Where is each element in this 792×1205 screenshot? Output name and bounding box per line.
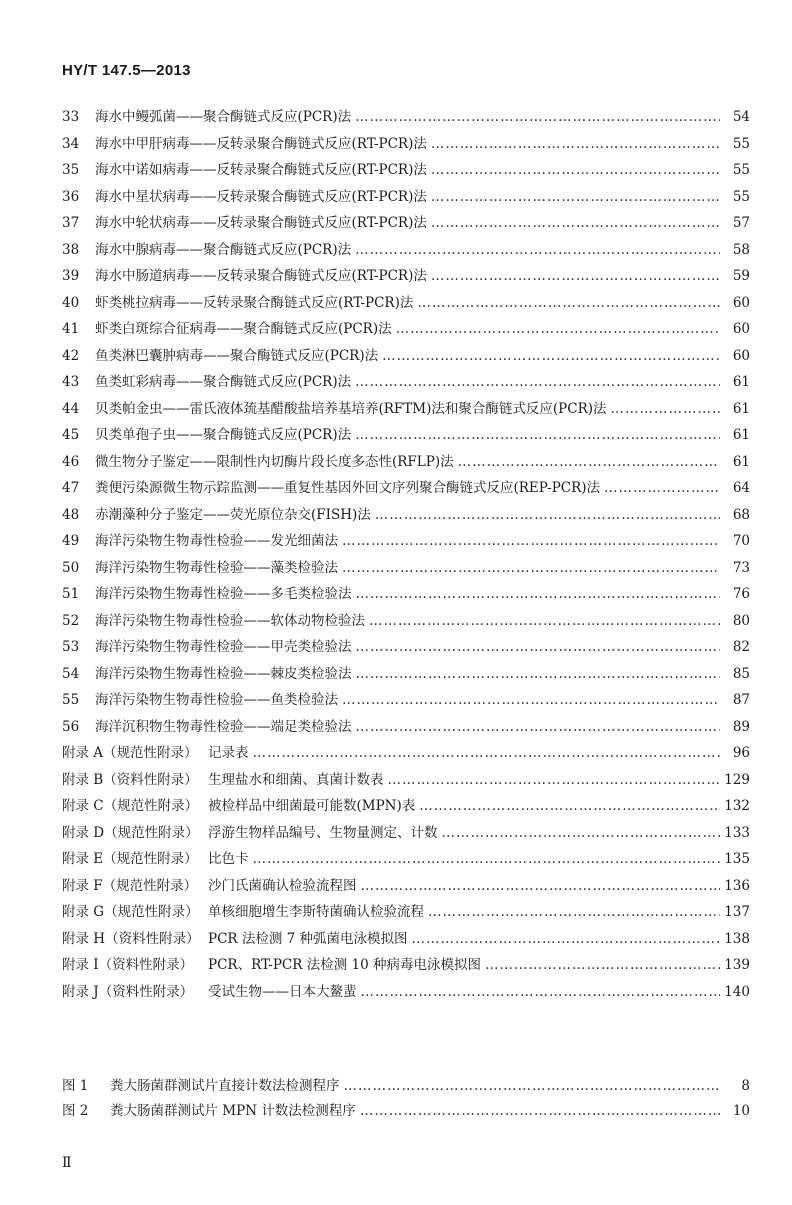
toc-entry[interactable] [62,449,750,476]
dot-leader [361,873,721,900]
toc-entry-page: 61 [732,400,750,417]
toc-entry[interactable] [62,263,750,290]
toc-entry-title: 微生物分子鉴定——限制性内切酶片段长度多态性(RFLP)法 [95,453,454,470]
dot-leader [361,979,721,1006]
dot-leader [342,687,720,714]
appendix-entry[interactable] [62,820,750,847]
figure-entry[interactable] [62,1099,750,1124]
dot-leader [355,237,720,264]
toc-entry-title: 海洋污染物生物毒性检验——棘皮类检验法 [95,665,352,682]
dot-leader [382,343,720,370]
appendix-entry-label: 附录 I（资料性附录） [62,957,194,973]
dot-leader [360,1099,720,1124]
toc-entry-page: 60 [732,294,750,311]
appendix-entry[interactable] [62,899,750,926]
toc-entry-title: 贝类帕金虫——雷氏液体巯基醋酸盐培养基培养(RFTM)法和聚合酶链式反应(PCR)法 [95,400,607,417]
toc-entry[interactable] [62,184,750,211]
toc-entry-title: 海水中甲肝病毒——反转录聚合酶链式反应(RT-PCR)法 [95,135,427,152]
toc-entry-title: 虾类桃拉病毒——反转录聚合酶链式反应(RT-PCR)法 [95,294,414,311]
toc-entry-label: 49 [62,533,80,549]
toc-entry-label: 35 [62,162,80,178]
dot-leader [431,131,720,158]
appendix-entry-page: 138 [724,930,750,947]
dot-leader [356,634,721,661]
appendix-entry-title: 浮游生物样品编号、生物量测定、计数 [208,824,438,841]
table-of-contents [62,104,750,1005]
toc-entry[interactable] [62,475,750,502]
standard-code: HY/T 147.5—2013 [62,62,191,79]
toc-entry-title: 贝类单孢子虫——聚合酶链式反应(PCR)法 [95,427,352,443]
appendix-entry-page: 132 [724,798,750,814]
appendix-entry-label: 附录 H（资料性附录） [62,930,200,947]
toc-entry-page: 70 [732,533,750,549]
appendix-entry[interactable] [62,926,750,953]
dot-leader [253,846,721,873]
toc-entry-title: 海水中腺病毒——聚合酶链式反应(PCR)法 [95,241,352,258]
toc-entry-page: 55 [732,135,750,152]
toc-entry-label: 41 [62,321,80,337]
dot-leader [375,502,720,529]
toc-entry-page: 89 [732,718,750,735]
dot-leader [442,820,721,847]
toc-entry-title: 海洋污染物生物毒性检验——藻类检验法 [95,559,338,576]
dot-leader [458,449,720,476]
dot-leader [342,528,720,555]
toc-entry[interactable] [62,634,750,661]
dot-leader [342,555,720,582]
toc-entry-page: 80 [732,612,750,629]
toc-entry-page: 60 [732,347,750,364]
toc-entry[interactable] [62,396,750,423]
toc-entry-label: 50 [62,559,80,576]
toc-entry-label: 38 [62,241,80,258]
dot-leader [356,714,721,741]
appendix-entry-title: 记录表 [208,745,249,761]
appendix-entry-page: 96 [732,745,750,761]
toc-entry-page: 57 [732,215,750,231]
toc-entry-label: 55 [62,692,80,708]
toc-entry-label: 51 [62,586,80,602]
appendix-entry-title: 单核细胞增生李斯特菌确认检验流程 [208,904,424,920]
appendix-entry-label: 附录 B（资料性附录） [62,771,198,788]
toc-entry-title: 鱼类淋巴囊肿病毒——聚合酶链式反应(PCR)法 [95,347,379,364]
figure-entry-title: 粪大肠菌群测试片 MPN 计数法检测程序 [110,1103,356,1119]
toc-entry-label: 37 [62,215,80,231]
toc-entry[interactable] [62,316,750,343]
toc-entry-label: 33 [62,109,80,125]
toc-entry[interactable] [62,714,750,741]
toc-entry-title: 海洋污染物生物毒性检验——软体动物检验法 [95,612,365,629]
dot-leader [428,899,720,926]
toc-entry-label: 34 [62,135,80,152]
toc-entry[interactable] [62,210,750,237]
appendix-entry-title: 比色卡 [208,851,249,867]
toc-entry[interactable] [62,422,750,449]
dot-leader [431,210,720,237]
toc-entry-page: 68 [732,506,750,523]
dot-leader [356,581,721,608]
toc-entry-title: 海洋污染物生物毒性检验——甲壳类检验法 [95,639,352,655]
appendix-entry-title: PCR 法检测 7 种弧菌电泳模拟图 [208,930,408,947]
dot-leader [604,475,720,502]
figure-entry-page: 10 [732,1103,750,1119]
dot-leader [485,952,720,979]
toc-entry-label: 48 [62,506,80,523]
toc-entry-page: 55 [732,188,750,205]
toc-entry[interactable] [62,581,750,608]
toc-entry-title: 海洋污染物生物毒性检验——发光细菌法 [95,533,338,549]
toc-entry[interactable] [62,661,750,688]
toc-entry[interactable] [62,104,750,131]
toc-entry-label: 42 [62,347,80,364]
toc-entry-page: 82 [732,639,750,655]
figure-entry-label: 图 1 [62,1078,89,1094]
dot-leader [417,290,720,317]
dot-leader [396,316,720,343]
dot-leader [412,926,720,953]
toc-entry-page: 87 [732,692,750,708]
appendix-entry-label: 附录 D（规范性附录） [62,824,199,841]
appendix-entry-label: 附录 C（规范性附录） [62,798,199,814]
toc-entry-page: 58 [732,241,750,258]
toc-entry[interactable] [62,369,750,396]
toc-entry-label: 47 [62,480,80,496]
toc-entry-title: 海水中星状病毒——反转录聚合酶链式反应(RT-PCR)法 [95,188,427,205]
toc-entry-title: 海水中轮状病毒——反转录聚合酶链式反应(RT-PCR)法 [95,215,427,231]
toc-entry-page: 61 [732,427,750,443]
figure-entry[interactable] [62,1074,750,1099]
dot-leader [355,422,720,449]
figure-entry-title: 粪大肠菌群测试片直接计数法检测程序 [110,1078,340,1094]
dot-leader [356,661,721,688]
toc-entry-page: 85 [732,665,750,682]
appendix-entry-label: 附录 E（规范性附录） [62,851,198,867]
dot-leader [431,184,720,211]
dot-leader [355,369,720,396]
toc-entry[interactable] [62,528,750,555]
toc-entry[interactable] [62,131,750,158]
toc-entry-page: 76 [732,586,750,602]
appendix-entry-label: 附录 J（资料性附录） [62,983,194,1000]
appendix-entry-page: 137 [724,904,750,920]
toc-entry-title: 海洋污染物生物毒性检验——多毛类检验法 [95,586,352,602]
appendix-entry-page: 135 [724,851,750,867]
toc-entry[interactable] [62,555,750,582]
dot-leader [253,740,721,767]
appendix-entry-title: 被检样品中细菌最可能数(MPN)表 [208,798,416,814]
toc-entry-label: 52 [62,612,80,629]
appendix-entry[interactable] [62,846,750,873]
toc-entry[interactable] [62,343,750,370]
toc-entry-title: 鱼类虹彩病毒——聚合酶链式反应(PCR)法 [95,374,352,390]
toc-entry-label: 44 [62,400,80,417]
figure-list [62,1074,750,1124]
appendix-entry-label: 附录 F（规范性附录） [62,877,198,894]
appendix-entry-title: 生理盐水和细菌、真菌计数表 [208,771,384,788]
toc-entry[interactable] [62,157,750,184]
toc-entry-page: 60 [732,321,750,337]
toc-entry-page: 73 [732,559,750,576]
toc-entry-title: 粪便污染源微生物示踪监测——重复性基因外回文序列聚合酶链式反应(REP-PCR)法 [95,480,601,496]
toc-entry-title: 海洋沉积物生物毒性检验——端足类检验法 [95,718,352,735]
appendix-entry[interactable] [62,767,750,794]
figure-entry-page: 8 [741,1078,750,1094]
appendix-entry-title: PCR、RT-PCR 法检测 10 种病毒电泳模拟图 [208,957,481,973]
appendix-entry[interactable] [62,793,750,820]
entry-list [62,104,750,740]
toc-entry-label: 56 [62,718,80,735]
toc-entry-title: 海水中鳗弧菌——聚合酶链式反应(PCR)法 [95,109,352,125]
dot-leader [431,157,720,184]
appendix-entry[interactable] [62,740,750,767]
toc-entry-page: 61 [732,374,750,390]
appendix-entry-page: 139 [724,957,750,973]
toc-entry-label: 40 [62,294,80,311]
toc-entry-page: 55 [732,162,750,178]
appendix-entry-page: 140 [724,983,750,1000]
toc-entry-title: 虾类白斑综合征病毒——聚合酶链式反应(PCR)法 [95,321,392,337]
appendix-entry-title: 沙门氏菌确认检验流程图 [208,877,357,894]
toc-entry-label: 36 [62,188,80,205]
toc-entry-page: 61 [732,453,750,470]
toc-entry-page: 54 [732,109,750,125]
toc-entry[interactable] [62,290,750,317]
toc-entry[interactable] [62,608,750,635]
appendix-entry-title: 受试生物——日本大鳌蜚 [208,983,357,1000]
dot-leader [431,263,720,290]
figure-entry-label: 图 2 [62,1103,89,1119]
toc-entry[interactable] [62,687,750,714]
toc-entry-page: 59 [732,268,750,284]
toc-entry-label: 46 [62,453,80,470]
appendix-entry[interactable] [62,979,750,1006]
appendix-entry-page: 136 [724,877,750,894]
toc-entry[interactable] [62,237,750,264]
toc-entry-label: 39 [62,268,80,284]
dot-leader [369,608,720,635]
toc-entry-label: 43 [62,374,80,390]
appendix-entry[interactable] [62,873,750,900]
dot-leader [611,396,720,423]
toc-entry-title: 海洋污染物生物毒性检验——鱼类检验法 [95,692,338,708]
appendix-entry-page: 129 [724,771,750,788]
dot-leader [388,767,721,794]
appendix-entry-page: 133 [724,824,750,841]
dot-leader [355,104,720,131]
dot-leader [419,793,720,820]
toc-entry-title: 海水中肠道病毒——反转录聚合酶链式反应(RT-PCR)法 [95,268,427,284]
toc-entry-title: 海水中诺如病毒——反转录聚合酶链式反应(RT-PCR)法 [95,162,427,178]
toc-entry-label: 45 [62,427,80,443]
toc-entry[interactable] [62,502,750,529]
toc-entry-label: 53 [62,639,80,655]
toc-entry-title: 赤潮藻种分子鉴定——荧光原位杂交(FISH)法 [95,506,371,523]
toc-entry-page: 64 [732,480,750,496]
page-number-roman: Ⅱ [62,1155,72,1171]
appendix-entry-label: 附录 G（规范性附录） [62,904,199,920]
appendix-entry[interactable] [62,952,750,979]
appendix-entry-label: 附录 A（规范性附录） [62,745,198,761]
toc-entry-label: 54 [62,665,80,682]
appendix-list [62,740,750,1005]
dot-leader [344,1074,721,1099]
